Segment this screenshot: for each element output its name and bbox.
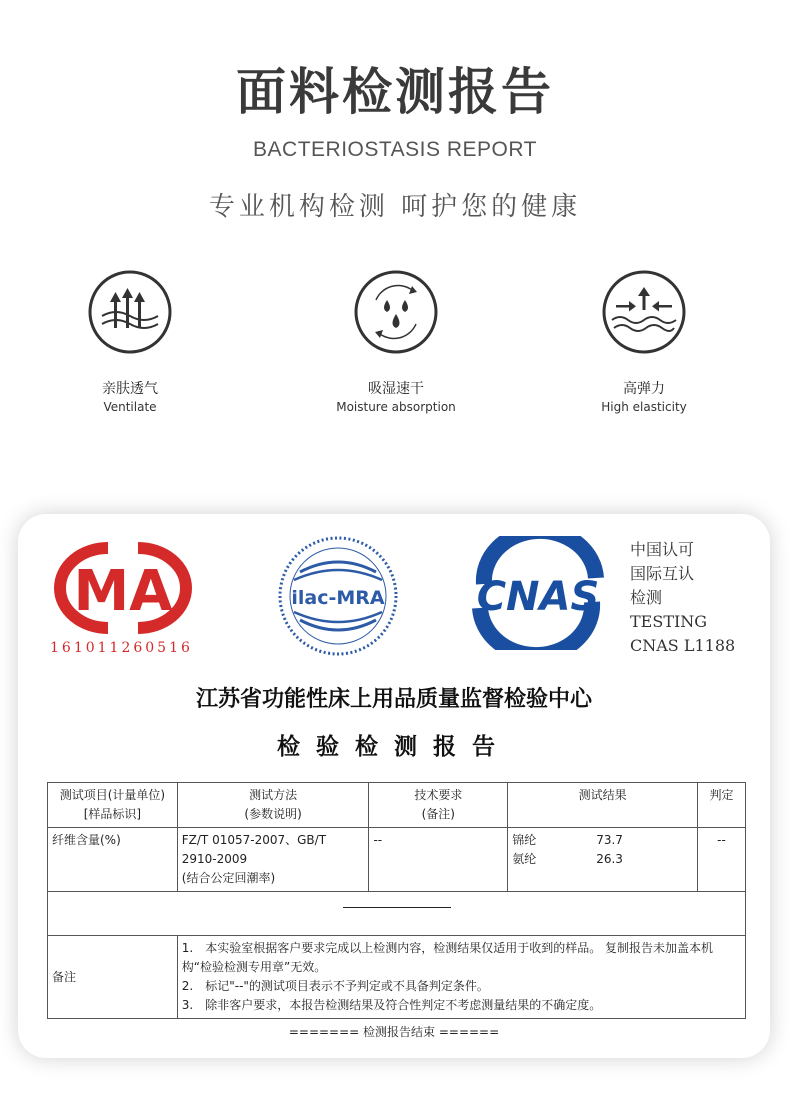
- page-subtitle-en: BACTERIOSTASIS REPORT: [253, 138, 537, 161]
- feature-label-en: High elasticity: [601, 400, 687, 414]
- header-verdict: 判定: [698, 783, 746, 828]
- note-line: 2. 标记"--"的测试项目表示不予判定或不具备判定条件。: [181, 979, 489, 993]
- report-table: [47, 782, 746, 1019]
- blank-divider: [343, 907, 451, 908]
- table-row: [48, 828, 746, 892]
- cell-method: [177, 828, 369, 892]
- cnas-line: 国际互认: [630, 564, 695, 583]
- cnas-accreditation-text: [630, 538, 735, 658]
- fiber-name: 氨纶: [512, 852, 537, 866]
- water-drops-icon: [354, 270, 438, 354]
- note-line: 1. 本实验室根据客户要求完成以上检测内容，检测结果仅适用于收到的样品。 复制报告未加盖本机构“检验检测专用章”无效。: [181, 941, 714, 974]
- elasticity-icon: [602, 270, 686, 354]
- header-requirement: [369, 783, 508, 828]
- cma-number: 161011260516: [50, 640, 193, 656]
- cnas-logo: [466, 536, 610, 654]
- cma-logo: [48, 538, 198, 642]
- header-item-line: 测试项目(计量单位): [59, 788, 166, 802]
- page-subtitle-cn: 专业机构检测 呵护您的健康: [208, 192, 582, 222]
- result-line: [512, 850, 693, 869]
- feature-label-cn: 亲肤透气: [102, 381, 158, 397]
- cnas-line: TESTING: [630, 612, 708, 631]
- notes-label: 备注: [48, 936, 178, 1019]
- method-line: (结合公定回潮率): [181, 871, 276, 885]
- report-title: 检验检测报告: [277, 734, 511, 760]
- header-method: [177, 783, 369, 828]
- report-end-marker: ======= 检测报告结束 ======: [288, 1025, 500, 1039]
- table-header-row: [48, 783, 746, 828]
- ventilate-icon: [88, 270, 172, 354]
- fiber-value: 26.3: [596, 852, 623, 866]
- header-result: 测试结果: [508, 783, 698, 828]
- testing-center-name: 江苏省功能性床上用品质量监督检验中心: [195, 687, 592, 712]
- result-line: [512, 831, 693, 850]
- header-item-line: [样品标识]: [83, 807, 142, 821]
- fiber-name: 锦纶: [512, 833, 537, 847]
- report-card: [18, 514, 770, 1058]
- feature-label-en: Ventilate: [103, 400, 157, 414]
- header-method-line: 测试方法: [249, 788, 298, 802]
- ilac-text: ilac-MRA: [291, 587, 385, 609]
- table-blank-row: [48, 892, 746, 936]
- header-item: [48, 783, 178, 828]
- header-method-line: (参数说明): [244, 807, 302, 821]
- cma-letters: MA: [73, 559, 173, 624]
- method-line: 2910-2009: [181, 852, 248, 866]
- header-requirement-line: (备注): [421, 807, 455, 821]
- cell-result: [508, 828, 698, 892]
- cell-item: 纤维含量(%): [48, 828, 178, 892]
- feature-label-cn: 高弹力: [623, 381, 665, 397]
- blank-cell: [48, 892, 746, 936]
- feature-label-en: Moisture absorption: [336, 400, 456, 414]
- cnas-letters: CNAS: [476, 574, 600, 620]
- table-notes-row: [48, 936, 746, 1019]
- note-line: 3. 除非客户要求，本报告检测结果及符合性判定不考虑测量结果的不确定度。: [181, 998, 602, 1012]
- feature-moisture: [296, 270, 496, 414]
- ilac-mra-logo: [276, 534, 400, 662]
- page-title: 面料检测报告: [236, 63, 554, 121]
- cnas-line: 中国认可: [630, 540, 695, 559]
- cnas-line: CNAS L1188: [630, 636, 736, 655]
- feature-ventilate: [30, 270, 230, 414]
- cell-verdict: --: [698, 828, 746, 892]
- feature-elasticity: [544, 270, 744, 414]
- cell-requirement: --: [369, 828, 508, 892]
- header-requirement-line: 技术要求: [414, 788, 463, 802]
- notes-cell: [177, 936, 745, 1019]
- method-line: FZ/T 01057-2007、GB/T: [181, 833, 327, 847]
- cnas-line: 检测: [630, 588, 663, 607]
- fiber-value: 73.7: [596, 833, 623, 847]
- feature-label-cn: 吸湿速干: [368, 381, 424, 397]
